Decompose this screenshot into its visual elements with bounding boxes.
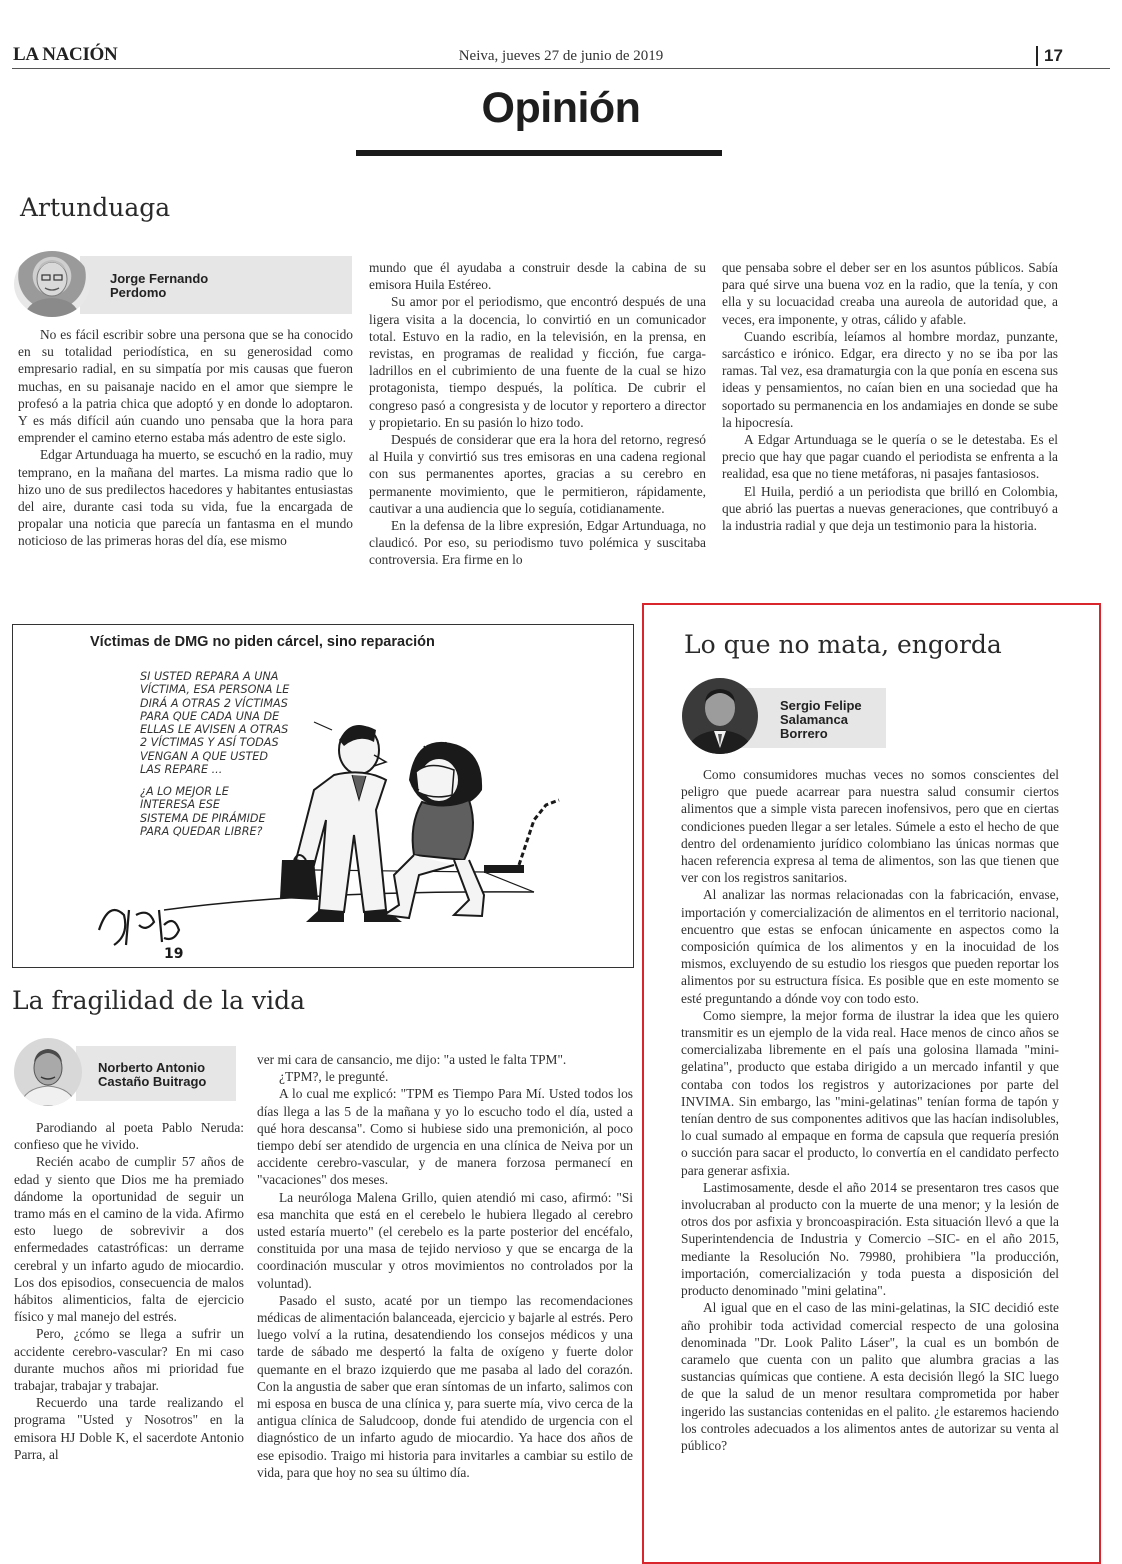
cartoon-title: Víctimas de DMG no piden cárcel, sino reparación — [90, 634, 435, 650]
man-in-suit — [280, 726, 402, 922]
author-name-castano: Norberto Antonio Castaño Buitrago — [98, 1060, 207, 1089]
briefcase — [280, 860, 318, 900]
portrait-icon — [14, 251, 90, 317]
cartoonist-signature — [99, 910, 183, 962]
portrait-icon — [14, 1038, 82, 1106]
signature-text: 19 — [164, 946, 184, 962]
author-name-perdomo: Jorge Fernando Perdomo — [110, 271, 209, 300]
newspaper-logo: LA NACIÓN — [13, 44, 118, 65]
cartoon-speech-bubble-2: ¿A LO MEJOR LE INTERESA ESE SISTEMA DE PIRÁMIDE PARA QUEDAR LIBRE? — [140, 785, 266, 838]
portrait-icon — [682, 678, 758, 754]
page-number: 17 — [1036, 46, 1063, 66]
article-column-1-fragilidad: Parodiando al poeta Pablo Neruda: confieso que he vivido. Recién acabo de cumplir 57 años de edad y siento que Dios me ha premiado dándome la oportunidad de seguir un tramo más en el camino de la vida. Afirmo esto luego de sobrevivir a dos enfermedades catastróficas: un derrame cerebral y un infarto agudo de miocardio. Los dos episodios, consecuencia de malos hábitos alimenticios, falta de ejercicio físico y mal manejo del estrés. Pero, ¿cómo se llega a sufrir un accidente cerebro-vascular? En mi caso durante muchos años mi prioridad fue trabajar, trabajar y trabajar. Recuerdo una tarde realizando el programa "Usted y Nosotros" en la emisora HJ Doble K, el sacerdote Antonio Parra, al — [14, 1120, 244, 1462]
article-column-2-fragilidad: ver mi cara de cansancio, me dijo: "a usted le falta TPM". ¿TPM?, le pregunté. A lo cual me explicó: "TPM es Tiempo Para Mí. Usted todos los días llega a las 5 de la mañana y yo lo escucho todo el día, usted a qué hora descansa". Como si hubiese sido una premonición, al poco tiempo debí ser atendido de urgencia en una clínica de Neiva por un accidente cerebro-vascular, y de manera forzosa permanecí en "vacaciones" dos meses. La neuróloga Malena Grillo, quien atendió mi caso, afirmó: "Si esa manchita que está en el cerebelo le hubiera llegado al cerebro usted estaría muerto" (el cerebelo es la parte posterior del encéfalo, constituida por una masa de tejido nervioso y que se encarga de la coordinación muscular y otros movimientos no controlados por la voluntad). Pasado el susto, acaté por un tiempo las recomendaciones médicas de alimentación balanceada, ejercicio y bajarle al estrés. Pero luego volví a la rutina, desatendiendo los consejos médicos y una tarde de sábado me despertó la falta de oxígeno y fuerte dolor quemante en el brazo izquierdo que me pasaba al lado del corazón. Con la angustia de saber que eran síntomas de un infarto, salimos con mi esposa en busca de una clínica y, para suerte mía, vivo cerca de la antigua clínica de Saludcoop, donde fui atendido de urgencia con el diagnóstico de un infarto agudo de miocardio. Ya hace dos años de ese episodio. Traigo mi historia para invitarles a cambiar su estilo de vida, para que hoy no sea su último día. — [257, 1052, 633, 1480]
article-headline-fragilidad: La fragilidad de la vida — [12, 986, 306, 1015]
speech-pointer — [314, 722, 332, 730]
issue-date: Neiva, jueves 27 de junio de 2019 — [458, 48, 664, 64]
author-photo-salamanca — [682, 678, 758, 754]
cartoon-illustration — [14, 660, 630, 965]
article-column-2-artunduaga: mundo que él ayudaba a construir desde la cabina de su emisora Huila Estéreo. Su amor por el periodismo, que encontró después de una ligera visita a la docencia, lo convirtió en un comunicador total. Estuvo en la radio, en la televisión, en la prensa, en revistas, en programas de realidad y ficción, fue carga-ladrillos en el cubrimiento de una fuente de la cual se hizo protagonista, tiempo después, la política. De cubrir el congreso pasó a congresista y de locutor y reportero a director y propietario. En su pasión lo hizo todo. Después de considerar que era la hora del retorno, regresó al Huila y convirtió sus tres emisoras en una cadena regional con sus permanentes aportes, gracias a su cerebro en permanente movimiento, que le permitieron, rápidamente, cautivar a una audiencia que lo seguía, cotidianamente. En la defensa de la libre expresión, Edgar Artunduaga, no claudicó. Por eso, su periodismo tuvo polémica y suscitaba controversia. Era firme en lo — [369, 260, 706, 568]
article-column-engorda: Como consumidores muchas veces no somos conscientes del peligro que puede acarrear para nuestra salud consumir ciertos alimentos que a simple vista parecen inofensivos, pero que en ciertas condiciones pueden llegar a ser letales. Súmele a esto el hecho de que dentro del ordenamiento jurídico colombiano las únicas normas que hacen referencia expresa al tema de alimentos, son las que tienen que ver con los registros sanitarios. Al analizar las normas relacionadas con la fabricación, envase, importación y comercialización de alimentos en el territorio nacional, encuentro que estas se enfocan únicamente en aspectos como la composición química de los alimentos y en la inocuidad de los mismos, excluyendo de su estudio los riesgos que pueden reportar los alimentos por su estructura física. Es posible que en este momento se esté preguntando a dónde voy con todo esto. Como siempre, la mejor forma de ilustrar la idea que les quiero transmitir es un ejemplo de la vida real. Hace menos de cinco años se comercializaba libremente en el país una golosina llamada "mini-gelatina", producto que estaba dirigido a un mercado infantil y que contaba con todos los registros y autorizaciones por parte del INVIMA. Sin embargo, las "mini-gelatinas" tenían forma de tapón y tenían dentro de sus componentes aditivos que las hacían indisolubles, lo cual sumado al empaque en forma de capsula que requería presión o succión para sacar el producto, lo convertía en el candidato perfecto para generar asfixia. Lastimosamente, desde el año 2014 se presentaron tres casos que involucraban al producto con la muerte de una menor; y la lesión de otros dos por asfixia y broncoaspiración. Esta situación llevó a que la Superintendencia de Industria y Comercio –SIC- en el año 2015, mediante la Resolución No. 79980, prohibiera "la producción, importación, comercialización y toda puesta a disposición del producto denominado "mini gelatina". Al igual que en el caso de las mini-gelatinas, la SIC decidió este año prohibir toda actividad comercial respecto de una golosina denominada "Dr. Look Palito Láser", la cual es un bombón de caramelo que cuenta con un palito que alumbra gracias a las sustancias químicas que contiene. A esta decisión llegó la SIC luego de que la salud de un menor resultara comprometida por haber ingerido las sustancias contenidas en el palito. ¿le estaremos haciendo los controles adecuados a los alimentos antes de autorizar su venta al público? — [681, 767, 1059, 1453]
header-rule — [12, 68, 1110, 69]
section-title: Opinión — [481, 84, 641, 132]
author-name-salamanca: Sergio Felipe Salamanca Borrero — [780, 698, 862, 741]
cartoon-speech-bubble: SI USTED REPARA A UNA VÍCTIMA, ESA PERSONA LE DIRÁ A OTRAS 2 VÍCTIMAS PARA QUE CADA UNA DE ELLAS LE AVISEN A OTRAS 2 VÍCTIMAS Y ASÍ TODAS VENGAN A QUE USTED LAS REPARE ... — [140, 670, 290, 777]
article-column-3-artunduaga: que pensaba sobre el deber ser en los asuntos públicos. Sabía para qué sirve una buena voz en la radio, que la tenía, y con ella y su locuacidad creaba una aureola de autoridad que, a veces, era imponente, y otras, cálido y afable. Cuando escribía, leíamos al hombre mordaz, punzante, sarcástico e irónico. Edgar, era directo y no se iba por las ramas. Tal vez, esa dramaturgia con la que ponía en escena sus ideas y pensamientos, no caían bien en una sociedad que ha soportado su permanencia en los andamiajes en donde se sube la hipocresía. A Edgar Artunduaga se le quería o se le detestaba. Es el precio que hay que pagar cuando el periodista se enfrenta a la realidad, esa que no tiene metáforas, ni pasajes fantasiosos. El Huila, perdió a un periodista que brilló en Colombia, que abrió las puertas a nuevas generaciones, que contribuyó a la industria radial y que deja un testimonio para la historia. — [722, 260, 1058, 534]
author-photo-perdomo — [14, 251, 90, 317]
article-column-1-artunduaga: No es fácil escribir sobre una persona que se ha conocido en su totalidad periodística, en su generosidad como empresario radial, en su simpatía por mis causas que fueron muchas, en su paisanaje nacido en el amor que siempre le profesó a la patria chica que adoptó y en donde lo adoptaron. Y es más difícil aún cuando uno pensaba que la hora para emprender el camino eterno estaba más adentro de este siglo. Edgar Artunduaga ha muerto, se escuchó en la radio, muy temprano, en la mañana del martes. La misma radio que lo hizo uno de sus predilectos hacedores y habitantes entusiastas del aire, durante casi toda su vida, fue la encargada de propalar una noticia que parecía un fantasma en el mundo noticioso de las primeras horas del día, ese mismo — [18, 327, 353, 549]
swing-chain — [519, 800, 559, 865]
section-underline — [356, 150, 722, 156]
author-photo-castano — [14, 1038, 82, 1106]
swing-seat — [484, 865, 524, 873]
article-headline-artunduaga: Artunduaga — [20, 193, 171, 222]
article-headline-engorda: Lo que no mata, engorda — [684, 630, 1002, 659]
